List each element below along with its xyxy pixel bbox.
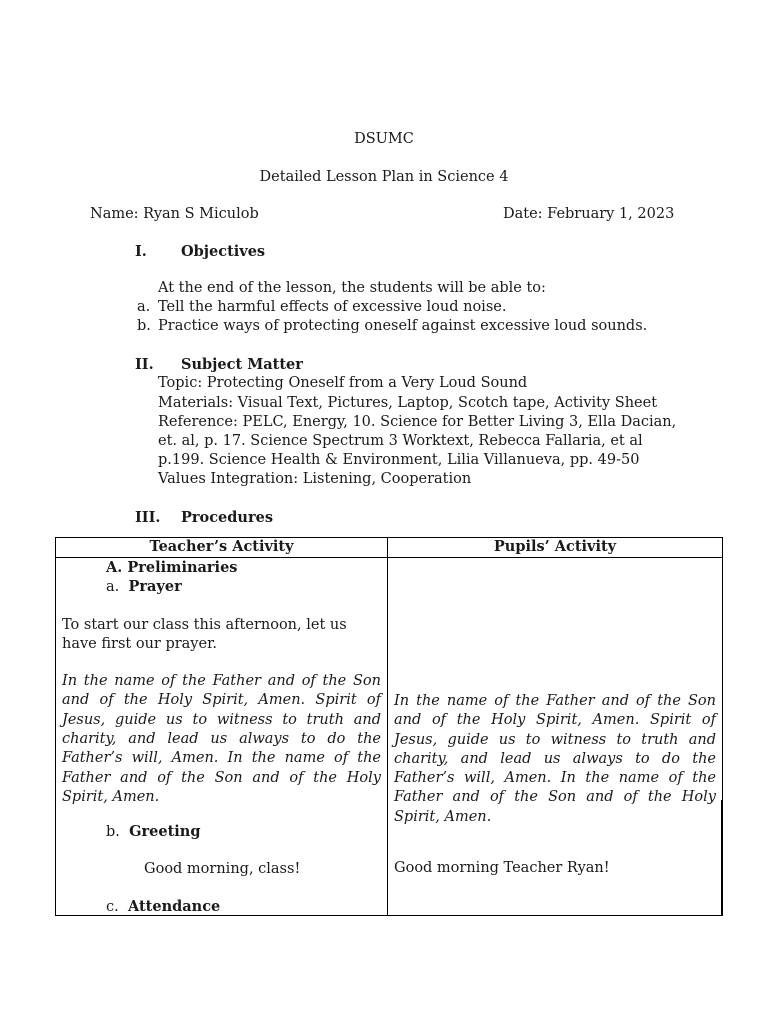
objective-marker: b. xyxy=(137,318,151,334)
procedures-numeral: III. xyxy=(135,509,161,526)
subject-matter-line: Reference: PELC, Energy, 10. Science for Better Living 3, Ella Dacian, xyxy=(158,414,677,430)
subject-matter-line: et. al, p. 17. Science Spectrum 3 Worktext, Rebecca Fallaria, et al xyxy=(158,433,643,449)
objectives-heading: Objectives xyxy=(181,243,266,260)
table-header-row xyxy=(56,538,723,558)
greeting-label: Greeting xyxy=(129,823,201,840)
school-name: DSUMC xyxy=(354,131,414,147)
prayer-intro: To start our class this afternoon, let us have first our prayer. xyxy=(62,616,347,652)
teacher-greeting: Good morning, class! xyxy=(144,861,301,877)
prayer-label: Prayer xyxy=(128,578,182,596)
document-title: Detailed Lesson Plan in Science 4 xyxy=(259,169,509,185)
attendance-marker: c. xyxy=(106,899,119,915)
objective-marker: a. xyxy=(137,299,151,315)
teacher-prayer-text: In the name of the Father and of the Son and of the Holy Spirit, Amen. Spirit of Jesus, guide us to witness to truth and charity, and lead us always to do the Father’s will, Amen. In the name of the Father and of the Son and of the Holy Spirit, Amen. xyxy=(62,673,381,805)
subject-matter-heading: Subject Matter xyxy=(181,356,303,373)
spacer xyxy=(56,654,387,672)
spacer xyxy=(56,598,387,616)
right-border xyxy=(721,800,722,900)
subject-matter-line: Topic: Protecting Oneself from a Very Loud Sound xyxy=(158,375,528,391)
attendance-heading xyxy=(106,897,220,917)
column-divider xyxy=(387,800,388,916)
teacher-activity-header: Teacher’s Activity xyxy=(56,538,388,558)
objectives-numeral: I. xyxy=(135,243,147,260)
subject-matter-line: Values Integration: Listening, Cooperation xyxy=(158,471,472,487)
pupils-prayer-text: In the name of the Father and of the Son and of the Holy Spirit, Amen. Spirit of Jesus, guide us to witness to truth and charity, and lead us always to do the Father’s will, Amen. In the name of the Father and of the Son and of the Holy Spirit, Amen. xyxy=(394,693,716,825)
left-border xyxy=(55,800,56,900)
subject-matter-line: Materials: Visual Text, Pictures, Laptop, Scotch tape, Activity Sheet xyxy=(158,395,658,411)
subject-matter-numeral: II. xyxy=(135,356,154,373)
teacher-name: Name: Ryan S Miculob xyxy=(90,206,259,222)
objectives-intro: At the end of the lesson, the students will be able to: xyxy=(158,280,546,296)
prayer-heading xyxy=(56,577,387,597)
greeting-heading xyxy=(106,822,201,842)
procedures-heading: Procedures xyxy=(181,509,273,526)
spacer xyxy=(388,558,722,692)
pupils-greeting: Good morning Teacher Ryan! xyxy=(394,860,610,876)
lesson-date: Date: February 1, 2023 xyxy=(503,206,675,222)
objective-item: Practice ways of protecting oneself against excessive loud sounds. xyxy=(158,318,648,334)
subject-matter-line: p.199. Science Health & Environment, Lilia Villanueva, pp. 49-50 xyxy=(158,452,640,468)
attendance-label: Attendance xyxy=(127,898,221,915)
greeting-marker: b. xyxy=(106,824,120,840)
pupils-activity-header: Pupils’ Activity xyxy=(388,538,723,558)
preliminaries-heading: A. Preliminaries xyxy=(106,559,238,576)
prayer-marker: a. xyxy=(106,579,120,596)
objective-item: Tell the harmful effects of excessive loud noise. xyxy=(158,299,507,315)
